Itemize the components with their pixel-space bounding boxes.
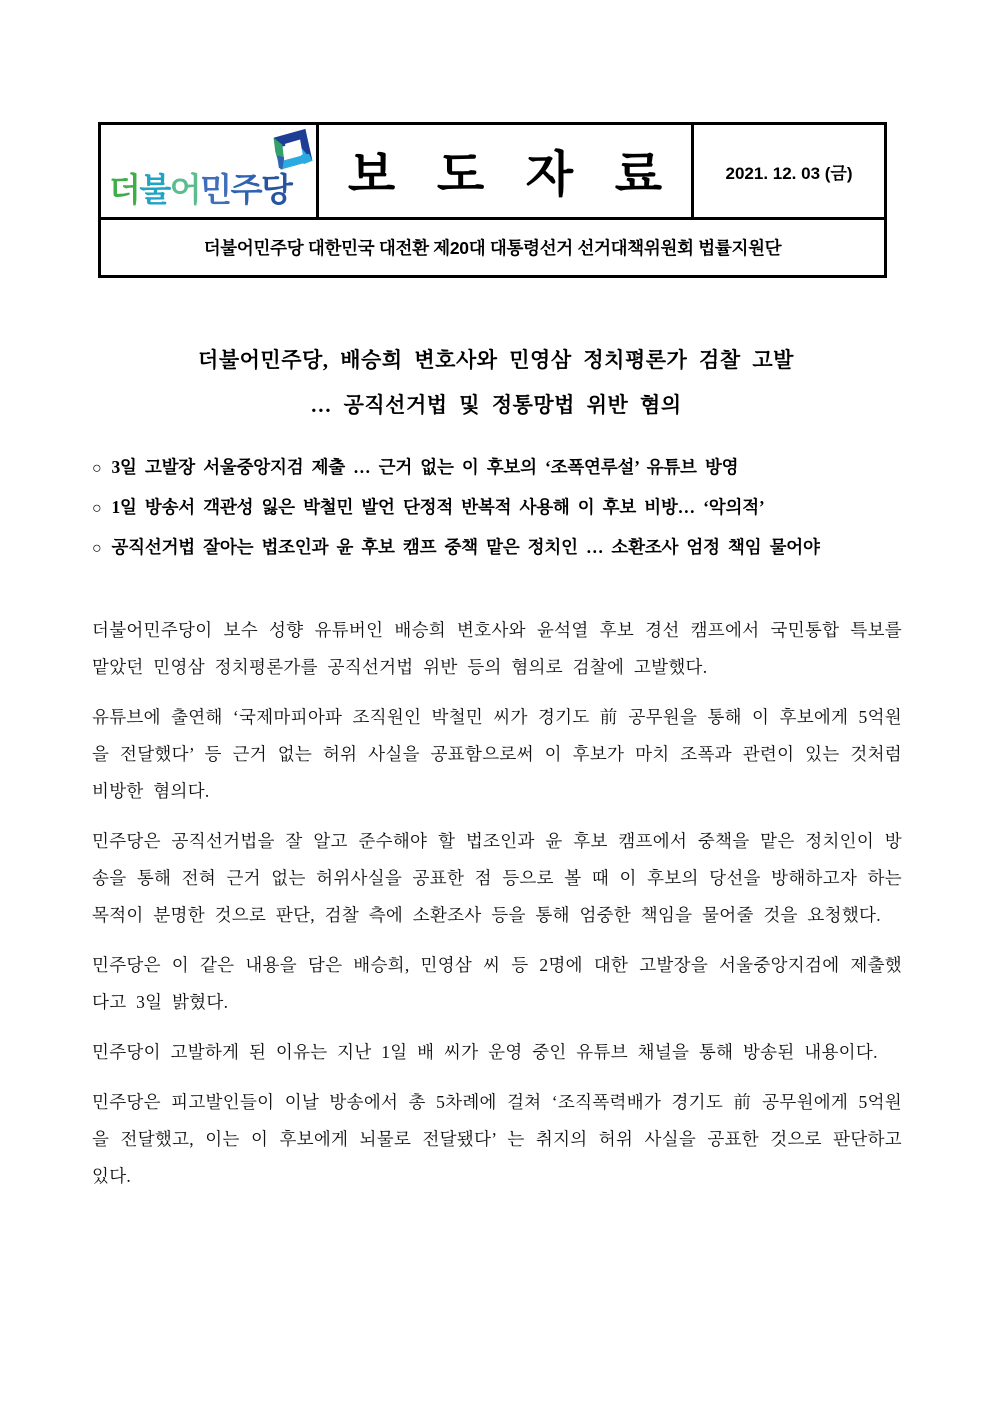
doc-type-title: 보 도 자 료 — [347, 148, 677, 202]
party-logo-char: 더 — [109, 171, 140, 208]
party-logo-text — [109, 164, 291, 211]
summary-bullet — [92, 488, 906, 528]
headline-line1: 더불어민주당, 배승희 변호사와 민영삼 정치평론가 검찰 고발 — [198, 348, 794, 372]
summary-bullet — [92, 448, 906, 488]
party-logo-char: 주 — [230, 171, 261, 208]
body-paragraph: 민주당은 이 같은 내용을 담은 배승희, 민영삼 씨 등 2명에 대한 고발장을 서울중앙지검에 제출했다고 3일 밝혔다. — [92, 955, 902, 1012]
body-paragraph: 민주당은 공직선거법을 잘 알고 준수해야 할 법조인과 윤 후보 캠프에서 중책을 맡은 정치인이 방송을 통해 전혀 근거 없는 허위사실을 공표한 점 등으로 볼 때 이 후보의 당선을 방해하고자 하는 목적이 분명한 것으로 판단, 검찰 측에 소환조사 등을 통해 엄중한 책임을 물어줄 것을 요청했다. — [92, 831, 902, 925]
summary-bullet-text: 공직선거법 잘아는 법조인과 윤 후보 캠프 중책 맡은 정치인 … 소환조사 엄정 책임 물어야 — [111, 537, 820, 557]
masthead-table — [98, 122, 887, 278]
body-paragraphs — [92, 612, 902, 1208]
party-logo — [109, 129, 314, 213]
party-logo-char: 불 — [139, 171, 170, 208]
party-logo-cell — [101, 125, 319, 217]
summary-bullets — [92, 448, 906, 568]
circle-bullet-marker: ○ — [92, 540, 102, 557]
party-logo-char: 민 — [200, 171, 231, 208]
body-paragraph: 유튜브에 출연해 ‘국제마피아파 조직원인 박철민 씨가 경기도 前 공무원을 통해 이 후보에게 5억원을 전달했다’ 등 근거 없는 허위 사실을 공표함으로써 이 후보가 마치 조폭과 관련이 있는 것처럼 비방한 혐의다. — [92, 707, 902, 801]
doc-type-cell — [319, 125, 694, 217]
date-cell — [694, 125, 884, 217]
party-logo-char: 당 — [260, 171, 292, 208]
committee-name: 더불어민주당 대한민국 대전환 제20대 대통령선거 선거대책위원회 법률지원단 — [203, 238, 782, 258]
body-paragraph: 더불어민주당이 보수 성향 유튜버인 배승희 변호사와 윤석열 후보 경선 캠프에서 국민통합 특보를 맡았던 민영삼 정치평론가를 공직선거법 위반 등의 혐의로 검찰에 고발했다. — [92, 620, 902, 677]
body-paragraph: 민주당은 피고발인들이 이날 방송에서 총 5차례에 걸쳐 ‘조직폭력배가 경기도 前 공무원에게 5억원을 전달했고, 이는 이 후보에게 뇌물로 전달됐다’ 는 취지의 허위 사실을 공표한 것으로 판단하고 있다. — [92, 1092, 902, 1186]
summary-bullet-text: 3일 고발장 서울중앙지검 제출 … 근거 없는 이 후보의 ‘조폭연루설’ 유튜브 방영 — [111, 457, 739, 477]
circle-bullet-marker: ○ — [92, 500, 102, 517]
committee-row — [101, 217, 884, 275]
headline — [92, 338, 900, 428]
summary-bullet-text: 1일 방송서 객관성 잃은 박철민 발언 단정적 반복적 사용해 이 후보 비방… ‘악의적’ — [111, 497, 765, 517]
circle-bullet-marker: ○ — [92, 460, 102, 477]
summary-bullet — [92, 528, 906, 568]
release-date: 2021. 12. 03 (금) — [725, 163, 853, 183]
masthead-top-row — [101, 125, 884, 217]
headline-line2: … 공직선거법 및 정통망법 위반 혐의 — [310, 393, 682, 417]
body-paragraph: 민주당이 고발하게 된 이유는 지난 1일 배 씨가 운영 중인 유튜브 채널을 통해 방송된 내용이다. — [92, 1042, 878, 1062]
party-logo-char: 어 — [169, 171, 201, 208]
